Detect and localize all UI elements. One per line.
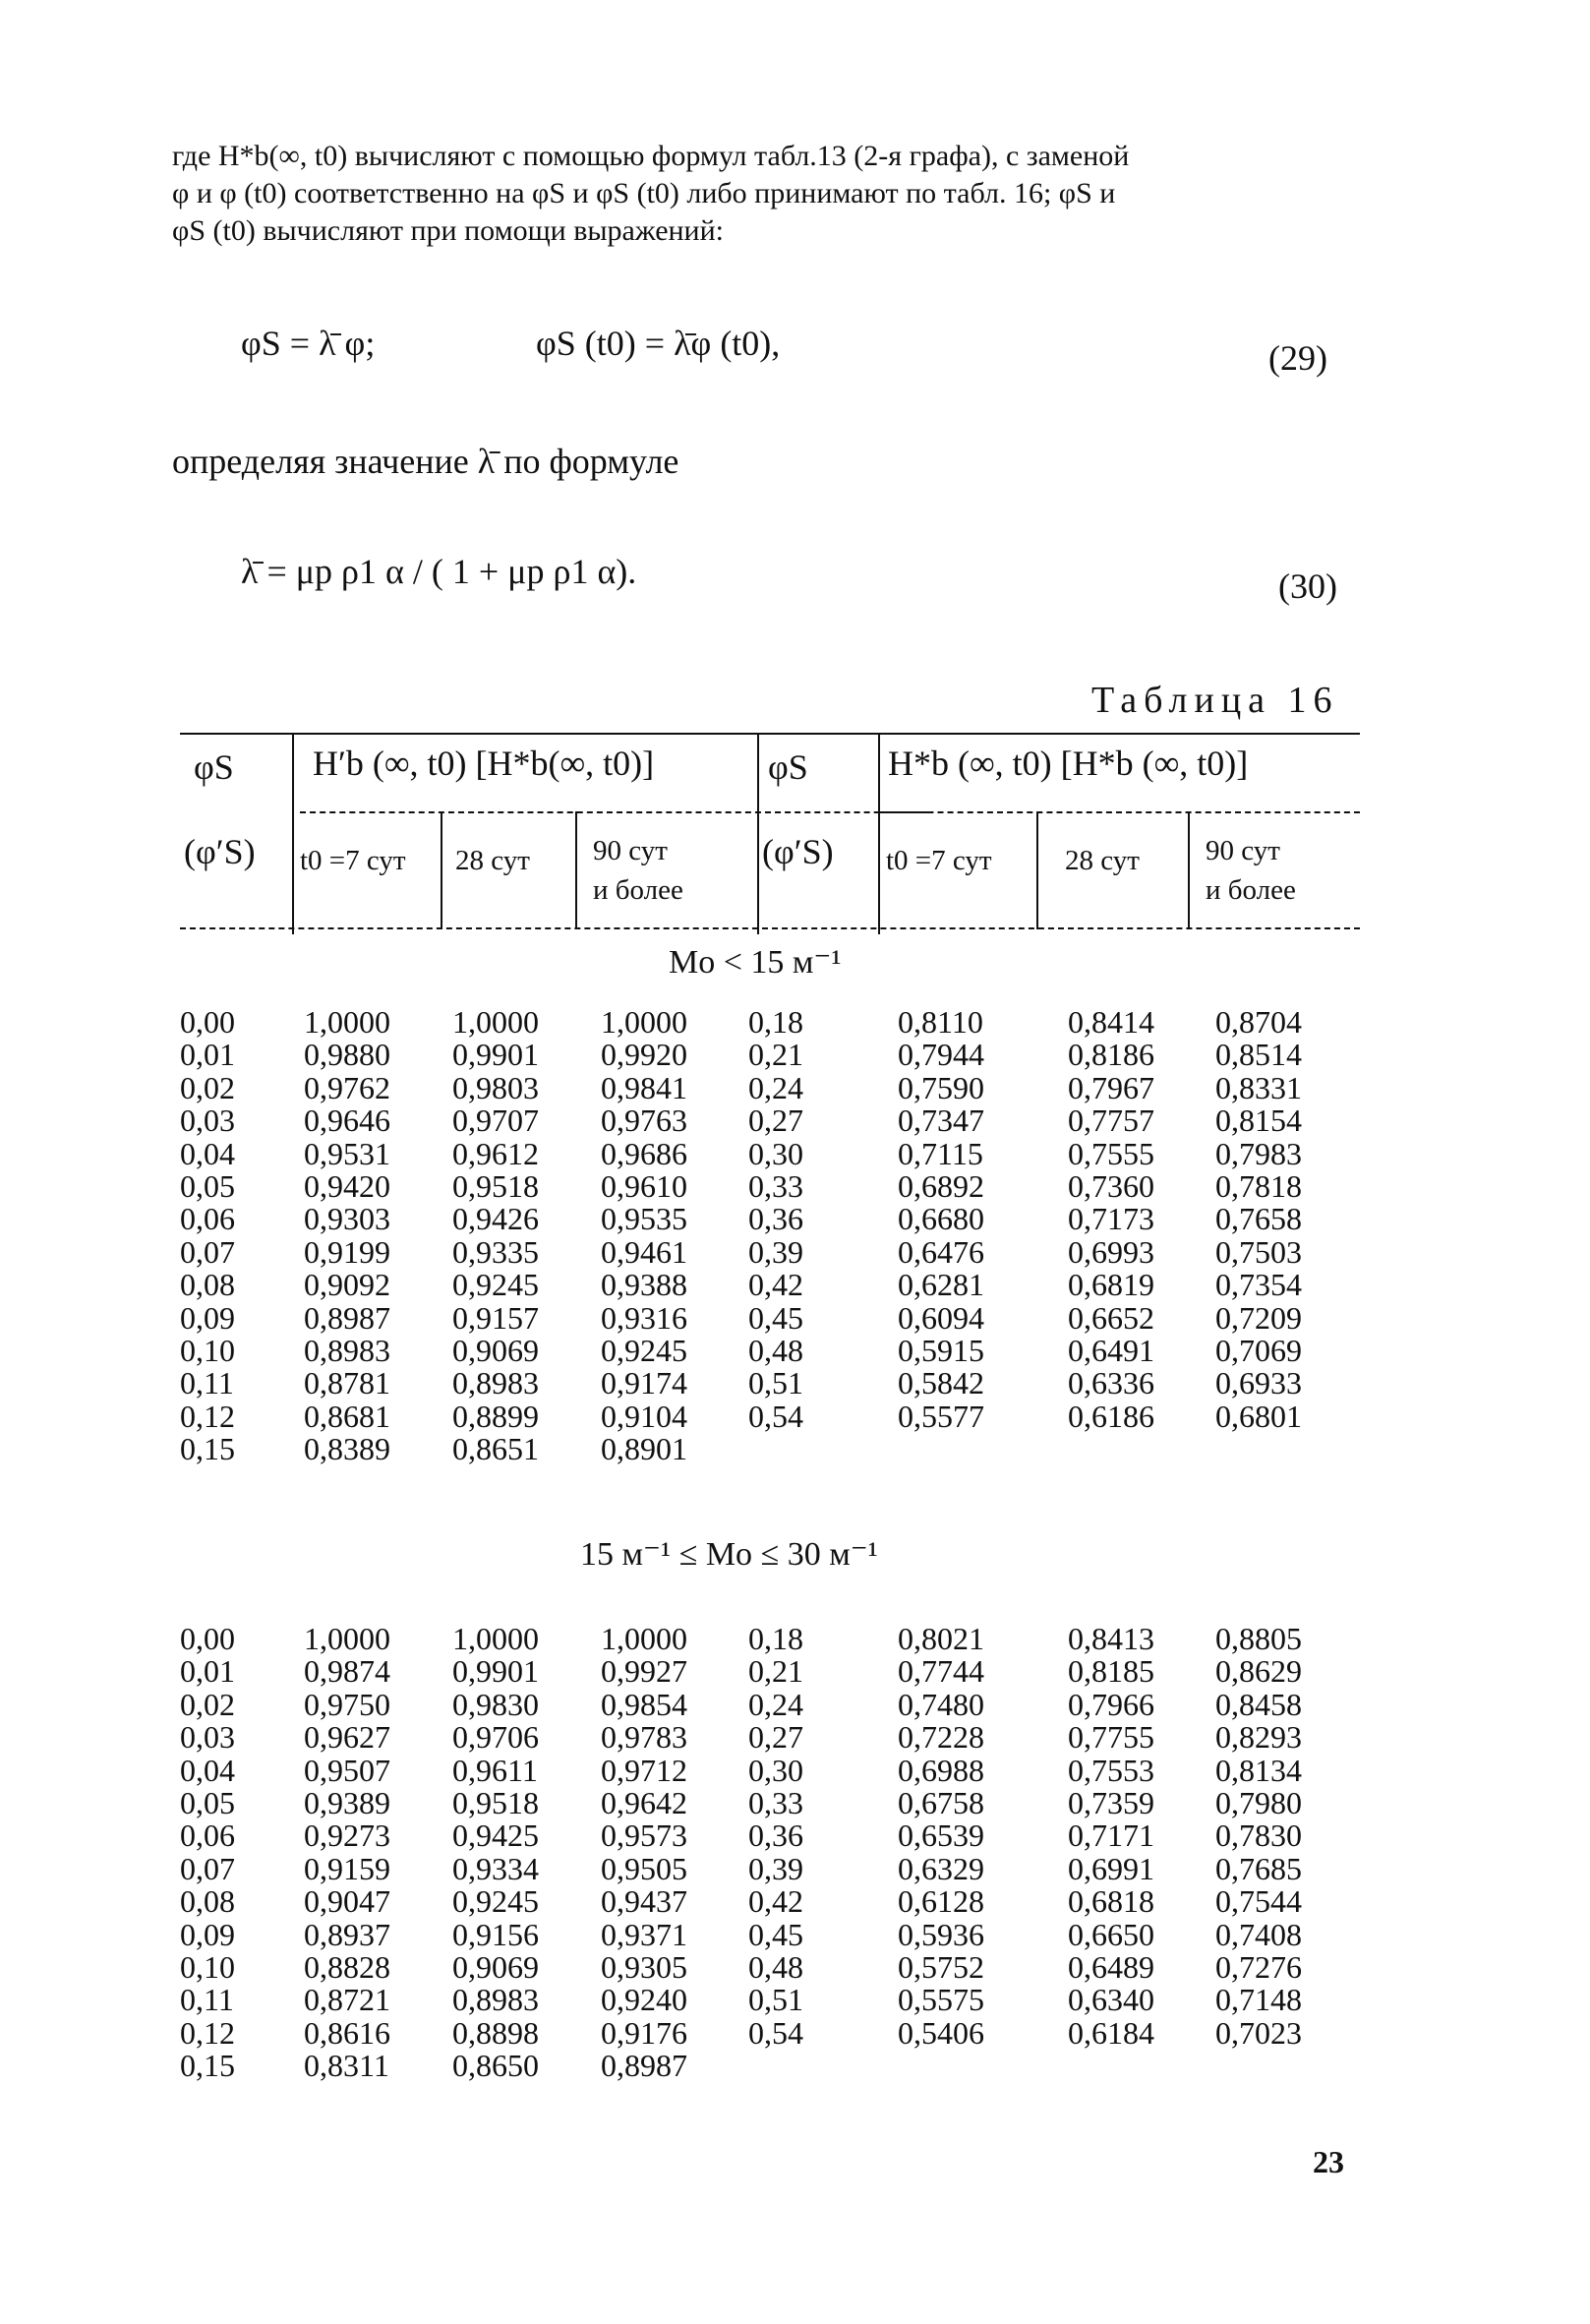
formula-30: λ̄ = μp ρ1 α / ( 1 + μp ρ1 α). bbox=[241, 552, 637, 591]
table-cell: 0,54 bbox=[748, 1398, 803, 1434]
table-cell: 0,18 bbox=[748, 1004, 803, 1040]
table-row bbox=[180, 1069, 1340, 1105]
table-cell: 0,6476 bbox=[898, 1233, 984, 1270]
table-cell: 0,9531 bbox=[304, 1135, 390, 1171]
table-cell: 0,10 bbox=[180, 1948, 235, 1985]
table-cell: 0,42 bbox=[748, 1267, 803, 1303]
table-cell: 0,8186 bbox=[1068, 1037, 1154, 1073]
table-cell: 0,9874 bbox=[304, 1653, 390, 1690]
table-cell: 0,15 bbox=[180, 2048, 235, 2084]
table-cell: 0,21 bbox=[748, 1037, 803, 1073]
table-cell: 0,6991 bbox=[1068, 1850, 1154, 1886]
table-cell: 0,7555 bbox=[1068, 1135, 1154, 1171]
table-cell: 0,6539 bbox=[898, 1817, 984, 1854]
table-cell: 0,04 bbox=[180, 1752, 235, 1788]
table-cell: 0,30 bbox=[748, 1135, 803, 1171]
table-cell: 0,7347 bbox=[898, 1102, 984, 1139]
header-phi-prime-right: (φ′S) bbox=[762, 832, 834, 871]
table-cell: 0,5936 bbox=[898, 1916, 984, 1952]
table-cell: 0,5915 bbox=[898, 1332, 984, 1368]
header-col-90-line1: 90 сут bbox=[593, 835, 668, 866]
table-cell: 0,6281 bbox=[898, 1267, 984, 1303]
table-cell: 0,09 bbox=[180, 1916, 235, 1952]
table-cell: 0,09 bbox=[180, 1299, 235, 1336]
section-label-1: Mo < 15 м⁻¹ bbox=[669, 944, 842, 981]
formula-29-left: φS = λ̄ φ; bbox=[241, 324, 376, 363]
table-cell: 0,6128 bbox=[898, 1883, 984, 1920]
table-cell: 0,6184 bbox=[1068, 2014, 1154, 2051]
table-cell: 0,10 bbox=[180, 1332, 235, 1368]
table-cell: 0,8414 bbox=[1068, 1004, 1154, 1040]
table-header bbox=[180, 733, 1360, 934]
table-row bbox=[180, 1885, 1340, 1918]
table-cell: 0,7544 bbox=[1215, 1883, 1302, 1920]
table-cell: 0,6758 bbox=[898, 1784, 984, 1820]
table-cell: 0,06 bbox=[180, 1817, 235, 1854]
table-cell: 0,06 bbox=[180, 1201, 235, 1237]
table-cell: 0,7658 bbox=[1215, 1201, 1302, 1237]
table-cell: 0,9803 bbox=[452, 1069, 539, 1105]
table-cell: 0,9303 bbox=[304, 1201, 390, 1237]
table-cell: 0,02 bbox=[180, 1686, 235, 1722]
table-cell: 0,6186 bbox=[1068, 1398, 1154, 1434]
table-cell: 0,9245 bbox=[452, 1883, 539, 1920]
table-cell: 0,7757 bbox=[1068, 1102, 1154, 1139]
table-cell: 0,6336 bbox=[1068, 1365, 1154, 1401]
table-row bbox=[180, 1850, 1340, 1886]
table-cell: 0,45 bbox=[748, 1916, 803, 1952]
table-cell: 0,27 bbox=[748, 1102, 803, 1139]
table-cell: 0,48 bbox=[748, 1948, 803, 1985]
header-top-rule bbox=[180, 733, 1360, 735]
table-cell: 0,5752 bbox=[898, 1948, 984, 1985]
table-cell: 0,8937 bbox=[304, 1916, 390, 1952]
table-cell: 0,8650 bbox=[452, 2048, 539, 2084]
header-col-28-left: 28 сут bbox=[455, 845, 530, 876]
table-cell: 0,07 bbox=[180, 1850, 235, 1886]
formula-29-right: φS (t0) = λ̄φ (t0), bbox=[536, 324, 781, 363]
table-cell: 0,9420 bbox=[304, 1167, 390, 1204]
table-cell: 0,7830 bbox=[1215, 1817, 1302, 1854]
header-divider-2 bbox=[757, 733, 759, 934]
table-cell: 0,9245 bbox=[601, 1332, 687, 1368]
table-cell: 0,9686 bbox=[601, 1135, 687, 1171]
table-cell: 0,8458 bbox=[1215, 1686, 1302, 1722]
table-cell: 0,6650 bbox=[1068, 1916, 1154, 1952]
table-cell: 0,00 bbox=[180, 1621, 235, 1656]
table-cell: 0,8704 bbox=[1215, 1004, 1302, 1040]
data-block-1 bbox=[180, 1006, 1340, 1465]
table-row bbox=[180, 1006, 1340, 1039]
header-col-90-right bbox=[1206, 831, 1296, 910]
table-cell: 0,9199 bbox=[304, 1233, 390, 1270]
table-cell: 0,7209 bbox=[1215, 1299, 1302, 1336]
table-cell: 0,00 bbox=[180, 1004, 235, 1040]
table-row bbox=[180, 1752, 1340, 1788]
table-row bbox=[180, 1269, 1340, 1301]
table-row bbox=[180, 1916, 1340, 1952]
table-cell: 0,9920 bbox=[601, 1037, 687, 1073]
table-cell: 0,7944 bbox=[898, 1037, 984, 1073]
table-cell: 0,6094 bbox=[898, 1299, 984, 1336]
table-cell: 1,0000 bbox=[452, 1004, 539, 1040]
equation-number-29: (29) bbox=[1268, 338, 1327, 378]
table-cell: 0,8311 bbox=[304, 2048, 389, 2084]
table-cell: 0,9176 bbox=[601, 2014, 687, 2051]
table-cell: 0,45 bbox=[748, 1299, 803, 1336]
table-cell: 1,0000 bbox=[452, 1621, 539, 1656]
header-divider-3 bbox=[878, 733, 880, 934]
table-cell: 0,36 bbox=[748, 1201, 803, 1237]
table-cell: 0,9880 bbox=[304, 1037, 390, 1073]
table-cell: 0,9706 bbox=[452, 1719, 539, 1756]
table-cell: 0,7173 bbox=[1068, 1201, 1154, 1237]
table-cell: 0,7069 bbox=[1215, 1332, 1302, 1368]
table-cell: 0,8134 bbox=[1215, 1752, 1302, 1788]
table-cell: 0,5577 bbox=[898, 1398, 984, 1434]
table-cell: 0,7503 bbox=[1215, 1233, 1302, 1270]
table-cell: 0,8987 bbox=[601, 2048, 687, 2084]
table-cell: 0,5575 bbox=[898, 1982, 984, 2018]
table-cell: 0,51 bbox=[748, 1365, 803, 1401]
table-cell: 0,02 bbox=[180, 1069, 235, 1105]
table-cell: 0,42 bbox=[748, 1883, 803, 1920]
table-cell: 0,9069 bbox=[452, 1332, 539, 1368]
table-cell: 0,01 bbox=[180, 1653, 235, 1690]
table-row bbox=[180, 1784, 1340, 1820]
table-cell: 0,8331 bbox=[1215, 1069, 1302, 1105]
header-col-90-line1: 90 сут bbox=[1206, 835, 1280, 866]
header-divider-4 bbox=[441, 811, 442, 929]
sentence-lambda: определяя значение λ̄ по формуле bbox=[172, 442, 679, 481]
table-cell: 0,7115 bbox=[898, 1135, 983, 1171]
table-row bbox=[180, 1623, 1340, 1655]
header-sub-rule-left bbox=[300, 811, 929, 813]
header-col-90-line2: и более bbox=[593, 874, 683, 906]
table-cell: 0,7980 bbox=[1215, 1784, 1302, 1820]
header-phi: φS bbox=[194, 747, 234, 787]
table-row bbox=[180, 1332, 1340, 1368]
table-row bbox=[180, 1721, 1340, 1754]
table-cell: 0,12 bbox=[180, 1398, 235, 1434]
table-cell: 0,9507 bbox=[304, 1752, 390, 1788]
table-cell: 0,51 bbox=[748, 1982, 803, 2018]
table-cell: 0,9573 bbox=[601, 1817, 687, 1854]
table-row bbox=[180, 1039, 1340, 1071]
intro-line-3: φS (t0) вычисляют при помощи выражений: bbox=[172, 214, 725, 247]
table-cell: 0,9927 bbox=[601, 1653, 687, 1690]
header-divider-6 bbox=[1036, 811, 1038, 929]
header-divider-5 bbox=[575, 811, 577, 929]
table-row bbox=[180, 1686, 1340, 1722]
table-cell: 0,8185 bbox=[1068, 1653, 1154, 1690]
table-cell: 0,9425 bbox=[452, 1817, 539, 1854]
table-cell: 0,7228 bbox=[898, 1719, 984, 1756]
table-cell: 0,36 bbox=[748, 1817, 803, 1854]
table-cell: 1,0000 bbox=[601, 1621, 687, 1656]
header-col-7-left: t0 =7 сут bbox=[300, 845, 406, 876]
table-cell: 0,9841 bbox=[601, 1069, 687, 1105]
table-row bbox=[180, 1655, 1340, 1688]
table-cell: 0,9830 bbox=[452, 1686, 539, 1722]
table-row bbox=[180, 1299, 1340, 1336]
table-cell: 0,8987 bbox=[304, 1299, 390, 1336]
table-cell: 0,9159 bbox=[304, 1850, 390, 1886]
table-cell: 0,7360 bbox=[1068, 1167, 1154, 1204]
intro-line-1: где H*b(∞, t0) вычисляют с помощью формул табл.13 (2-я графа), с заменой bbox=[172, 140, 1130, 172]
table-cell: 0,8021 bbox=[898, 1621, 984, 1656]
table-cell: 0,03 bbox=[180, 1719, 235, 1756]
table-cell: 0,9518 bbox=[452, 1784, 539, 1820]
table-cell: 0,7148 bbox=[1215, 1982, 1302, 2018]
header-col-7-right: t0 =7 сут bbox=[886, 845, 992, 876]
table-cell: 0,39 bbox=[748, 1850, 803, 1886]
table-cell: 0,11 bbox=[180, 1982, 234, 2018]
table-cell: 0,9610 bbox=[601, 1167, 687, 1204]
table-cell: 0,9371 bbox=[601, 1916, 687, 1952]
table-cell: 0,7755 bbox=[1068, 1719, 1154, 1756]
table-cell: 0,7983 bbox=[1215, 1135, 1302, 1171]
table-cell: 0,6988 bbox=[898, 1752, 984, 1788]
table-cell: 0,39 bbox=[748, 1233, 803, 1270]
header-h-group-left: H′b (∞, t0) [H*b(∞, t0)] bbox=[313, 744, 655, 783]
table-cell: 0,7744 bbox=[898, 1653, 984, 1690]
page-number: 23 bbox=[1313, 2144, 1344, 2179]
table-cell: 0,24 bbox=[748, 1686, 803, 1722]
table-cell: 0,05 bbox=[180, 1784, 235, 1820]
table-cell: 0,9783 bbox=[601, 1719, 687, 1756]
table-cell: 0,9762 bbox=[304, 1069, 390, 1105]
data-block-2 bbox=[180, 1623, 1340, 2082]
header-col-28-right: 28 сут bbox=[1065, 845, 1140, 876]
table-cell: 0,9854 bbox=[601, 1686, 687, 1722]
table-cell: 0,08 bbox=[180, 1267, 235, 1303]
header-col-90-line2: и более bbox=[1206, 874, 1296, 906]
table-cell: 0,9763 bbox=[601, 1102, 687, 1139]
table-cell: 0,6892 bbox=[898, 1167, 984, 1204]
table-cell: 0,7590 bbox=[898, 1069, 984, 1105]
table-cell: 0,9245 bbox=[452, 1267, 539, 1303]
table-cell: 0,8154 bbox=[1215, 1102, 1302, 1139]
table-cell: 0,8514 bbox=[1215, 1037, 1302, 1073]
header-sub-rule-right bbox=[878, 811, 1360, 813]
table-cell: 0,9707 bbox=[452, 1102, 539, 1139]
header-bottom-rule bbox=[180, 927, 1360, 929]
header-phi-right: φS bbox=[768, 747, 808, 787]
table-cell: 0,11 bbox=[180, 1365, 234, 1401]
table-row bbox=[180, 1135, 1340, 1171]
table-row bbox=[180, 1233, 1340, 1270]
table-cell: 0,7553 bbox=[1068, 1752, 1154, 1788]
table-cell: 0,9611 bbox=[452, 1752, 538, 1788]
table-cell: 0,9535 bbox=[601, 1201, 687, 1237]
table-cell: 0,9426 bbox=[452, 1201, 539, 1237]
table-cell: 0,8681 bbox=[304, 1398, 390, 1434]
table-row bbox=[180, 1819, 1340, 1852]
table-cell: 0,01 bbox=[180, 1037, 235, 1073]
table-cell: 0,9712 bbox=[601, 1752, 687, 1788]
table-cell: 0,9157 bbox=[452, 1299, 539, 1336]
header-col-90-left bbox=[593, 831, 683, 910]
table-cell: 0,9092 bbox=[304, 1267, 390, 1303]
table-cell: 0,03 bbox=[180, 1102, 235, 1139]
table-cell: 0,9335 bbox=[452, 1233, 539, 1270]
table-cell: 0,5406 bbox=[898, 2014, 984, 2051]
table-row bbox=[180, 1104, 1340, 1137]
table-cell: 0,8110 bbox=[898, 1004, 983, 1040]
table-cell: 0,7480 bbox=[898, 1686, 984, 1722]
table-cell: 0,9389 bbox=[304, 1784, 390, 1820]
table-cell: 0,9901 bbox=[452, 1653, 539, 1690]
table-cell: 0,54 bbox=[748, 2014, 803, 2051]
table-cell: 0,6329 bbox=[898, 1850, 984, 1886]
table-cell: 0,9174 bbox=[601, 1365, 687, 1401]
table-cell: 0,9069 bbox=[452, 1948, 539, 1985]
table-row bbox=[180, 1367, 1340, 1400]
table-cell: 0,6340 bbox=[1068, 1982, 1154, 2018]
table-title: Таблица 16 bbox=[1091, 680, 1339, 721]
table-cell: 1,0000 bbox=[601, 1004, 687, 1040]
equation-number-30: (30) bbox=[1278, 566, 1337, 606]
table-cell: 0,9612 bbox=[452, 1135, 539, 1171]
table-cell: 0,6489 bbox=[1068, 1948, 1154, 1985]
table-cell: 0,9388 bbox=[601, 1267, 687, 1303]
table-row bbox=[180, 1433, 1340, 1465]
table-cell: 0,9240 bbox=[601, 1982, 687, 2018]
table-cell: 0,6491 bbox=[1068, 1332, 1154, 1368]
table-cell: 0,8293 bbox=[1215, 1719, 1302, 1756]
table-cell: 0,8413 bbox=[1068, 1621, 1154, 1656]
table-cell: 0,05 bbox=[180, 1167, 235, 1204]
table-cell: 0,8389 bbox=[304, 1431, 390, 1467]
table-cell: 0,48 bbox=[748, 1332, 803, 1368]
table-cell: 0,8983 bbox=[304, 1332, 390, 1368]
table-cell: 0,9901 bbox=[452, 1037, 539, 1073]
table-cell: 0,9505 bbox=[601, 1850, 687, 1886]
table-row bbox=[180, 2014, 1340, 2051]
table-cell: 0,8828 bbox=[304, 1948, 390, 1985]
table-cell: 0,33 bbox=[748, 1167, 803, 1204]
table-row bbox=[180, 1948, 1340, 1985]
table-cell: 0,7818 bbox=[1215, 1167, 1302, 1204]
table-cell: 0,9316 bbox=[601, 1299, 687, 1336]
table-cell: 0,21 bbox=[748, 1653, 803, 1690]
table-cell: 0,9750 bbox=[304, 1686, 390, 1722]
table-row bbox=[180, 1167, 1340, 1204]
table-cell: 0,9334 bbox=[452, 1850, 539, 1886]
table-cell: 0,6652 bbox=[1068, 1299, 1154, 1336]
table-cell: 0,8898 bbox=[452, 2014, 539, 2051]
table-cell: 0,18 bbox=[748, 1621, 803, 1656]
table-cell: 0,6680 bbox=[898, 1201, 984, 1237]
table-cell: 0,7685 bbox=[1215, 1850, 1302, 1886]
table-cell: 0,9642 bbox=[601, 1784, 687, 1820]
table-cell: 0,9273 bbox=[304, 1817, 390, 1854]
table-cell: 0,9627 bbox=[304, 1719, 390, 1756]
table-cell: 0,7408 bbox=[1215, 1916, 1302, 1952]
table-cell: 0,8805 bbox=[1215, 1621, 1302, 1656]
table-cell: 0,08 bbox=[180, 1883, 235, 1920]
table-cell: 0,8616 bbox=[304, 2014, 390, 2051]
table-cell: 0,07 bbox=[180, 1233, 235, 1270]
table-cell: 0,9437 bbox=[601, 1883, 687, 1920]
table-cell: 0,6801 bbox=[1215, 1398, 1302, 1434]
intro-paragraph bbox=[172, 138, 1382, 250]
table-cell: 0,8721 bbox=[304, 1982, 390, 2018]
header-divider-1 bbox=[292, 733, 294, 934]
table-cell: 0,9518 bbox=[452, 1167, 539, 1204]
table-cell: 0,7171 bbox=[1068, 1817, 1154, 1854]
table-cell: 0,7354 bbox=[1215, 1267, 1302, 1303]
table-cell: 0,9461 bbox=[601, 1233, 687, 1270]
table-cell: 0,7023 bbox=[1215, 2014, 1302, 2051]
table-cell: 0,9156 bbox=[452, 1916, 539, 1952]
table-cell: 0,7966 bbox=[1068, 1686, 1154, 1722]
table-row bbox=[180, 1984, 1340, 2016]
table-cell: 0,27 bbox=[748, 1719, 803, 1756]
intro-line-2: φ и φ (t0) соответственно на φS и φS (t0) либо принимают по табл. 16; φS и bbox=[172, 177, 1116, 209]
section-label-2: 15 м⁻¹ ≤ Mo ≤ 30 м⁻¹ bbox=[580, 1536, 878, 1573]
table-cell: 0,6819 bbox=[1068, 1267, 1154, 1303]
table-cell: 0,6933 bbox=[1215, 1365, 1302, 1401]
table-cell: 0,9646 bbox=[304, 1102, 390, 1139]
table-cell: 0,6818 bbox=[1068, 1883, 1154, 1920]
table-cell: 0,9047 bbox=[304, 1883, 390, 1920]
table-cell: 1,0000 bbox=[304, 1004, 390, 1040]
table-cell: 0,8983 bbox=[452, 1365, 539, 1401]
table-cell: 0,8983 bbox=[452, 1982, 539, 2018]
table-cell: 0,8629 bbox=[1215, 1653, 1302, 1690]
table-cell: 0,04 bbox=[180, 1135, 235, 1171]
table-cell: 0,8901 bbox=[601, 1431, 687, 1467]
table-cell: 0,8651 bbox=[452, 1431, 539, 1467]
table-cell: 0,30 bbox=[748, 1752, 803, 1788]
table-cell: 1,0000 bbox=[304, 1621, 390, 1656]
table-cell: 0,7967 bbox=[1068, 1069, 1154, 1105]
header-h-group-right: H*b (∞, t0) [H*b (∞, t0)] bbox=[888, 744, 1249, 783]
table-cell: 0,7359 bbox=[1068, 1784, 1154, 1820]
table-cell: 0,6993 bbox=[1068, 1233, 1154, 1270]
header-divider-7 bbox=[1188, 811, 1190, 929]
table-cell: 0,9305 bbox=[601, 1948, 687, 1985]
table-cell: 0,9104 bbox=[601, 1398, 687, 1434]
table-cell: 0,12 bbox=[180, 2014, 235, 2051]
table-cell: 0,33 bbox=[748, 1784, 803, 1820]
table-cell: 0,24 bbox=[748, 1069, 803, 1105]
header-phi-prime: (φ′S) bbox=[184, 832, 256, 871]
table-row bbox=[180, 1400, 1340, 1433]
table-row bbox=[180, 1203, 1340, 1235]
table-row bbox=[180, 2050, 1340, 2082]
table-cell: 0,7276 bbox=[1215, 1948, 1302, 1985]
table-cell: 0,8781 bbox=[304, 1365, 390, 1401]
table-cell: 0,5842 bbox=[898, 1365, 984, 1401]
table-cell: 0,8899 bbox=[452, 1398, 539, 1434]
table-cell: 0,15 bbox=[180, 1431, 235, 1467]
